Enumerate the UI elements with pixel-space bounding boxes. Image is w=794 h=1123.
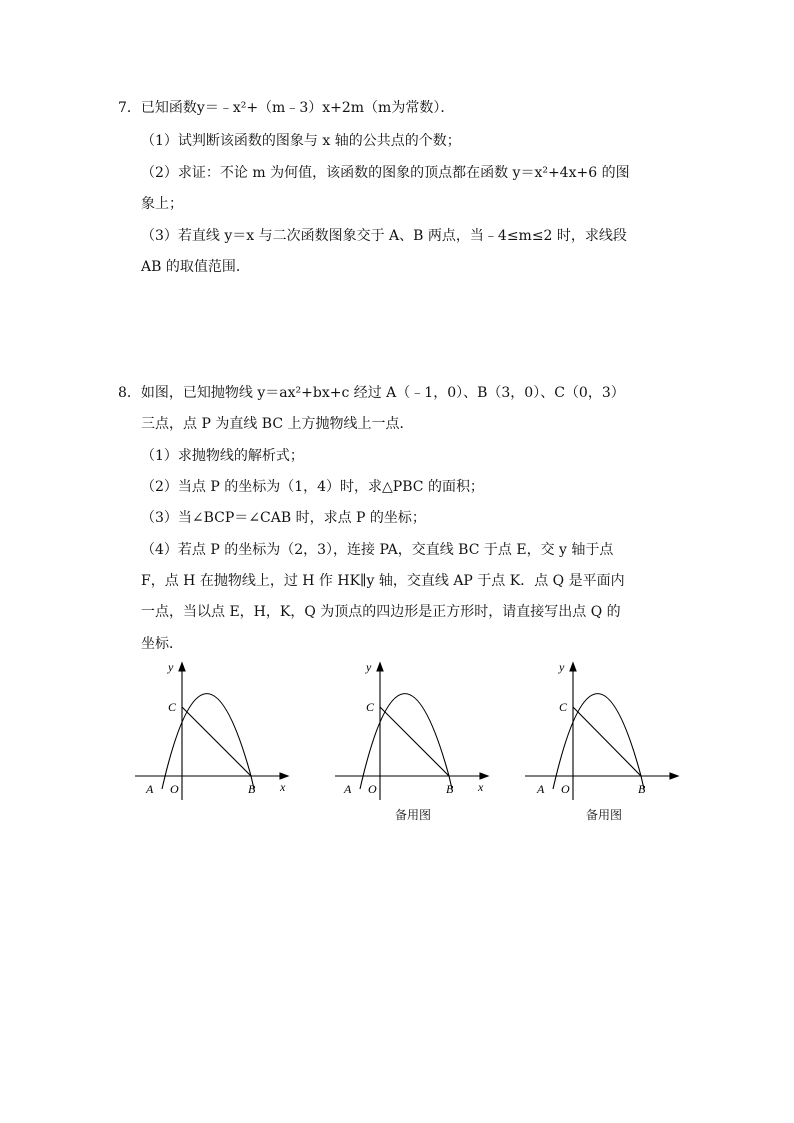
label-o: O (368, 782, 377, 796)
problem8-question-3: （3）当∠BCP＝∠CAB 时，求点 P 的坐标； (141, 510, 426, 526)
label-c: C (168, 700, 177, 714)
problem7-question-2-line-2: 象上； (141, 196, 183, 212)
label-a: A (537, 782, 545, 796)
x-axis-arrow (480, 773, 488, 779)
problem8-question-4-line-4: 坐标． (141, 636, 183, 652)
problem8-question-4-line-2: F，点 H 在抛物线上，过 H 作 HK∥y 轴，交直线 AP 于点 K．点 Q 是平面内 (141, 573, 625, 589)
x-axis-arrow (670, 773, 678, 779)
problem8-question-4-line-3: 一点，当以点 E，H，K，Q 为顶点的四边形是正方形时，请直接写出点 Q 的 (141, 604, 621, 620)
label-c: C (366, 700, 375, 714)
label-b: B (446, 782, 454, 796)
problem8-stem-line-1: 8．如图，已知抛物线 y＝ax²+bx+c 经过 A（﹣1，0）、B（3，0）、C（0，3） (118, 385, 625, 401)
label-y: y (559, 660, 565, 674)
problem7-question-3-line-2: AB 的取值范围． (141, 259, 250, 275)
label-c: C (559, 700, 568, 714)
figure-backup-2 (520, 655, 690, 805)
problem7-stem: 7．已知函数y＝﹣x²+（m﹣3）x+2m（m为常数）． (118, 100, 455, 116)
label-x: x (280, 780, 286, 794)
problem7-question-3-line-1: （3）若直线 y＝x 与二次函数图象交于 A、B 两点，当﹣4≤m≤2 时，求线段 (141, 228, 627, 244)
y-axis-arrow (570, 663, 576, 671)
problem8-question-2: （2）当点 P 的坐标为（1，4）时，求△PBC 的面积； (141, 479, 484, 495)
label-b: B (248, 782, 256, 796)
problem8-question-1: （1）求抛物线的解析式； (141, 448, 304, 464)
y-axis-arrow (377, 663, 383, 671)
figure-backup-2-caption: 备用图 (586, 808, 623, 822)
figure-backup-1 (330, 655, 500, 805)
label-o: O (170, 782, 179, 796)
problem8-question-4-line-1: （4）若点 P 的坐标为（2，3），连接 PA，交直线 BC 于点 E，交 y 轴于点 (141, 542, 614, 558)
figure-main (130, 655, 300, 805)
label-x: x (478, 780, 484, 794)
y-axis-arrow (179, 663, 185, 671)
problem8-stem-line-2: 三点，点 P 为直线 BC 上方抛物线上一点． (141, 416, 414, 432)
label-y: y (168, 660, 174, 674)
label-b: B (638, 782, 646, 796)
problem7-question-2-line-1: （2）求证：不论 m 为何值，该函数的图象的顶点都在函数 y＝x²+4x+6 的图 (141, 165, 630, 181)
label-y: y (366, 660, 372, 674)
label-o: O (561, 782, 570, 796)
label-a: A (146, 782, 154, 796)
x-axis-arrow (280, 773, 288, 779)
label-a: A (344, 782, 352, 796)
problem7-question-1: （1）试判断该函数的图象与 x 轴的公共点的个数； (141, 133, 461, 149)
figure-backup-1-caption: 备用图 (395, 808, 432, 822)
